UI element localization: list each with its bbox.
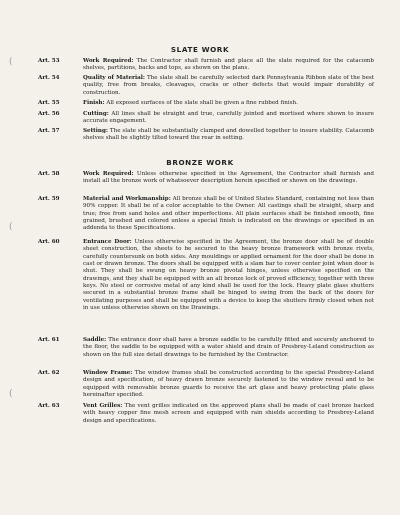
article-text: The window frames shall be constructed according to the special Presbrey-Leland design and specification, of heavy drawn bronze securely fastened to the window reveal and to be equipped with removable bronze guards to receive the art glass and heavy protecting plate glass hereinafter specified. (83, 370, 374, 399)
article-title: Vent Grilles: (83, 403, 123, 409)
article-number: Art. 61 (38, 337, 60, 343)
article-body (83, 58, 374, 73)
article-55 (38, 100, 374, 107)
margin-mark: ( (9, 57, 13, 67)
article-body (83, 239, 374, 312)
article-text: The vent grilles indicated on the approved plans shall be made of cast bronze backed with heavy copper fine mesh screen and equipped with rain shields according to Presbrey-Leland design and specifications. (83, 403, 374, 424)
margin-mark: ( (9, 222, 13, 232)
article-body (83, 370, 374, 399)
article-body (83, 111, 374, 126)
article-62 (38, 370, 374, 399)
article-text: Unless otherwise specified in the Agreement, the bronze door shall be of double sheet construction, the sheets to be secured to the heavy bronze framework with bronze rivets, carefully countersunk on both sides. Any mouldings or applied ornament for the door shall be done in cast or drawn bronze. The doors shall be equipped with a slam bar to cover center joint when door is shut. They shall be swung on heavy bronze pivotal hinges, unless otherwise specified on the drawings, and they shall be equipped with an all bronze lock of proved efficiency, together with three keys. No steel or corrosive metal of any kind shall be used for the lock. Heavy plate glass shutters secured in a substantial bronze frame shall be hinged to swing from the back of the doors for ventilating purposes and shall be equipped with a device to keep the shutters firmly closed when not in use unless otherwise shown on the Drawings. (83, 239, 374, 312)
article-number: Art. 55 (38, 100, 60, 106)
article-number: Art. 63 (38, 403, 60, 409)
article-title: Material and Workmanship: (83, 196, 171, 202)
article-56 (38, 111, 374, 126)
article-63 (38, 403, 374, 425)
article-58 (38, 171, 374, 186)
article-text: The slate shall be substantially clamped and dowelled together to insure stability. Catacomb shelves shall be slightly tilted toward the rear in setting. (83, 128, 374, 142)
article-number: Art. 60 (38, 239, 60, 245)
article-number: Art. 57 (38, 128, 60, 134)
section-heading-bronze-work: BRONZE WORK (166, 158, 234, 167)
article-body (83, 75, 374, 97)
article-title: Window Frame: (83, 370, 133, 376)
article-53 (38, 58, 374, 73)
article-text: All exposed surfaces of the slate shall be given a fine rubbed finish. (104, 100, 298, 106)
article-text: The entrance door shall have a bronze saddle to be carefully fitted and securely anchored to the floor, the saddle to be equipped with a water shield and drain of Presbrey-Leland construction as shown on the full size detail drawings to be furnished by the Contractor. (83, 337, 374, 358)
article-text: The slate shall be carefully selected dark Pennsylvania Ribbon slate of the best quality, free from breaks, cleavages, cracks or other defects that would impair durability of construction. (83, 75, 374, 96)
article-body (83, 128, 374, 143)
article-body (83, 196, 374, 233)
article-title: Work Required: (83, 58, 134, 64)
article-text: All bronze shall be of United States Standard, containing not less than 90% copper. It shall be of a color acceptable to the Owner. All castings shall be straight, sharp and true; free from sand holes and other imperfections. All plain surfaces shall be finished smooth, fine grained, brushed and colored unless a special finish is indicated on the drawings or specified in an addenda to these Specifications. (83, 196, 374, 232)
article-body (83, 100, 374, 107)
article-number: Art. 59 (38, 196, 60, 202)
article-number: Art. 56 (38, 111, 60, 117)
article-61 (38, 337, 374, 359)
article-title: Setting: (83, 128, 108, 134)
article-number: Art. 58 (38, 171, 60, 177)
article-59 (38, 196, 374, 233)
article-title: Cutting: (83, 111, 109, 117)
article-title: Quality of Material: (83, 75, 145, 81)
article-body (83, 337, 374, 359)
article-54 (38, 75, 374, 97)
article-text: The Contractor shall furnish and place all the slate required for the catacomb shelves, partitions, backs and tops, as shown on the plans. (83, 58, 374, 72)
article-57 (38, 128, 374, 143)
article-title: Saddle: (83, 337, 107, 343)
article-body (83, 403, 374, 425)
article-60 (38, 239, 374, 312)
margin-mark: ( (9, 389, 13, 399)
article-body (83, 171, 374, 186)
article-text: Unless otherwise specified in the Agreement, the Contractor shall furnish and install all the bronze work of whatsoever description herein specified or shown on the drawings. (83, 171, 374, 185)
section-heading-slate-work: SLATE WORK (170, 45, 230, 54)
article-number: Art. 62 (38, 370, 60, 376)
article-number: Art. 54 (38, 75, 60, 81)
article-title: Finish: (83, 100, 105, 106)
article-text: All lines shall be straight and true, carefully jointed and mortised where shown to insure accurate engagement. (83, 111, 374, 125)
article-title: Entrance Door: (83, 239, 132, 245)
article-number: Art. 53 (38, 58, 60, 64)
article-title: Work Required: (83, 171, 134, 177)
